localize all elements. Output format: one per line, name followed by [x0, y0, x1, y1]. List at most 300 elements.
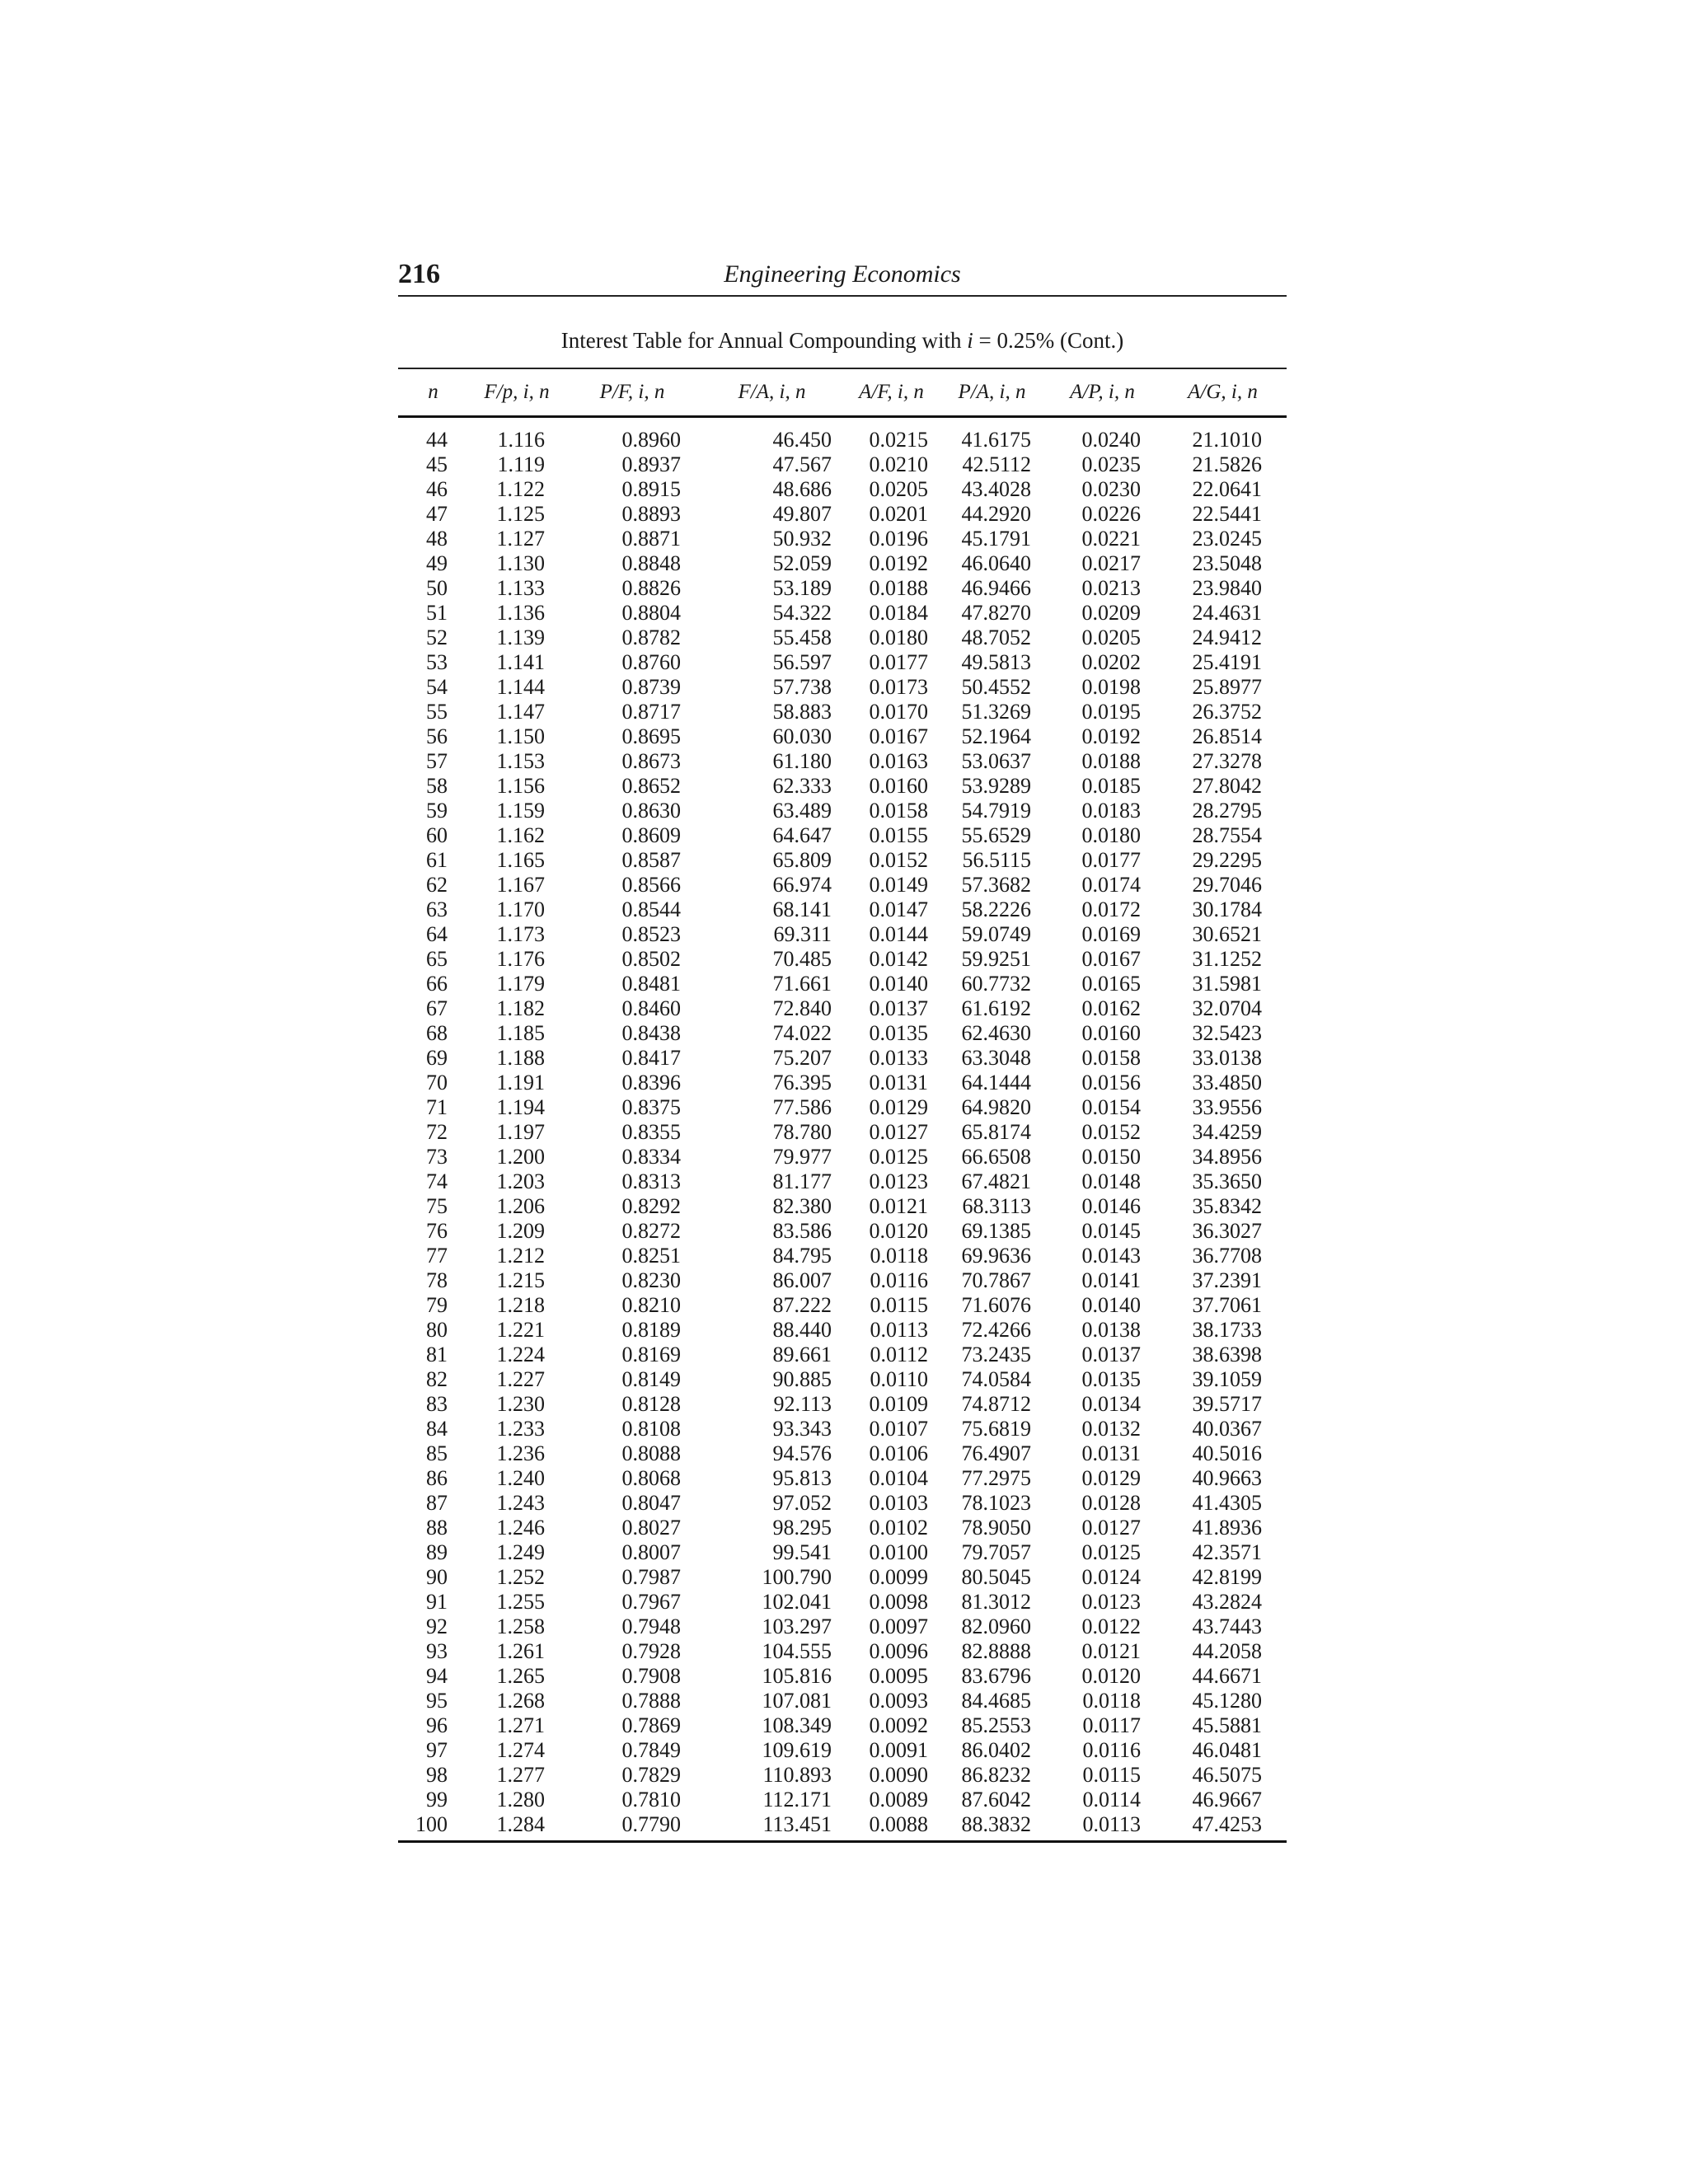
cell-fa: 77.586	[772, 1094, 832, 1119]
cell-af: 0.0155	[869, 823, 928, 847]
cell-ag: 37.2391	[1192, 1268, 1262, 1292]
table-row	[398, 650, 1287, 675]
cell-n: 73	[426, 1144, 448, 1169]
table-row	[398, 1071, 1287, 1095]
cell-fp: 1.258	[496, 1614, 545, 1638]
cell-ap: 0.0123	[1081, 1589, 1141, 1614]
cell-ap: 0.0150	[1081, 1144, 1141, 1169]
cell-pf: 0.8272	[621, 1218, 681, 1243]
cell-fa: 104.555	[762, 1638, 832, 1663]
cell-ap: 0.0202	[1081, 649, 1141, 674]
cell-fp: 1.133	[496, 575, 545, 600]
table-row	[398, 1169, 1287, 1194]
cell-pa: 82.0960	[961, 1614, 1031, 1638]
cell-n: 78	[426, 1268, 448, 1292]
cell-af: 0.0205	[869, 476, 928, 501]
cell-n: 67	[426, 996, 448, 1020]
cell-pa: 87.6042	[961, 1787, 1031, 1811]
cell-fp: 1.277	[496, 1762, 545, 1787]
cell-af: 0.0102	[869, 1515, 928, 1540]
cell-pf: 0.8396	[621, 1070, 681, 1094]
cell-ap: 0.0134	[1081, 1391, 1141, 1416]
cell-ap: 0.0195	[1081, 699, 1141, 724]
cell-n: 51	[426, 600, 448, 625]
cell-fa: 76.395	[772, 1070, 832, 1094]
cell-fa: 97.052	[772, 1490, 832, 1515]
table-row	[398, 551, 1287, 576]
cell-pa: 78.9050	[961, 1515, 1031, 1540]
cell-pf: 0.7888	[621, 1688, 681, 1713]
cell-n: 64	[426, 921, 448, 946]
cell-af: 0.0201	[869, 501, 928, 526]
cell-pa: 71.6076	[961, 1292, 1031, 1317]
cell-fp: 1.182	[496, 996, 545, 1020]
cell-fp: 1.212	[496, 1243, 545, 1268]
cell-pa: 44.2920	[961, 501, 1031, 526]
running-title: Engineering Economics	[724, 260, 961, 288]
cell-fp: 1.173	[496, 921, 545, 946]
cell-ag: 30.6521	[1192, 921, 1262, 946]
cell-pf: 0.8313	[621, 1169, 681, 1193]
cell-fa: 47.567	[772, 452, 832, 476]
cell-af: 0.0100	[869, 1540, 928, 1564]
cell-pf: 0.8871	[621, 526, 681, 551]
cell-pa: 69.1385	[961, 1218, 1031, 1243]
cell-n: 96	[426, 1713, 448, 1737]
cell-ag: 29.7046	[1192, 872, 1262, 897]
cell-n: 88	[426, 1515, 448, 1540]
cell-af: 0.0092	[869, 1713, 928, 1737]
cell-pf: 0.8695	[621, 724, 681, 748]
cell-n: 55	[426, 699, 448, 724]
cell-af: 0.0093	[869, 1688, 928, 1713]
cell-fa: 48.686	[772, 476, 832, 501]
table-row	[398, 1417, 1287, 1441]
cell-pa: 65.8174	[961, 1119, 1031, 1144]
cell-fp: 1.179	[496, 971, 545, 996]
table-body	[398, 416, 1287, 1841]
cell-fp: 1.268	[496, 1688, 545, 1713]
cell-pf: 0.8088	[621, 1441, 681, 1465]
page-number: 216	[398, 259, 440, 289]
cell-pf: 0.8481	[621, 971, 681, 996]
cell-af: 0.0120	[869, 1218, 928, 1243]
cell-fp: 1.144	[496, 674, 545, 699]
cell-af: 0.0163	[869, 748, 928, 773]
cell-n: 45	[426, 452, 448, 476]
cell-ag: 23.0245	[1192, 526, 1262, 551]
cell-pa: 85.2553	[961, 1713, 1031, 1737]
table-row	[398, 502, 1287, 527]
cell-fa: 46.450	[772, 427, 832, 452]
cell-ag: 39.5717	[1192, 1391, 1262, 1416]
cell-fa: 92.113	[773, 1391, 832, 1416]
cell-fp: 1.200	[496, 1144, 545, 1169]
cell-pa: 80.5045	[961, 1564, 1031, 1589]
cell-pf: 0.8027	[621, 1515, 681, 1540]
table-row	[398, 601, 1287, 626]
cell-n: 71	[426, 1094, 448, 1119]
cell-pf: 0.8566	[621, 872, 681, 897]
cell-n: 87	[426, 1490, 448, 1515]
cell-n: 80	[426, 1317, 448, 1342]
cell-fp: 1.147	[496, 699, 545, 724]
cell-fp: 1.125	[496, 501, 545, 526]
cell-ag: 44.6671	[1192, 1663, 1262, 1688]
cell-fp: 1.116	[497, 427, 545, 452]
cell-af: 0.0116	[870, 1268, 928, 1292]
cell-n: 77	[426, 1243, 448, 1268]
cell-fp: 1.203	[496, 1169, 545, 1193]
cell-pf: 0.8804	[621, 600, 681, 625]
cell-af: 0.0188	[869, 575, 928, 600]
cell-ap: 0.0116	[1082, 1737, 1141, 1762]
cell-pa: 58.2226	[961, 897, 1031, 921]
cell-fa: 54.322	[772, 600, 832, 625]
table-row	[398, 1219, 1287, 1244]
cell-n: 53	[426, 649, 448, 674]
cell-pf: 0.7849	[621, 1737, 681, 1762]
cell-ag: 23.9840	[1192, 575, 1262, 600]
column-header-pa: P/A, i, n	[958, 380, 1026, 403]
cell-pa: 86.0402	[961, 1737, 1031, 1762]
cell-n: 68	[426, 1020, 448, 1045]
cell-fa: 103.297	[762, 1614, 832, 1638]
cell-fa: 70.485	[772, 946, 832, 971]
cell-pa: 43.4028	[961, 476, 1031, 501]
table-row	[398, 416, 1287, 452]
table-row	[398, 749, 1287, 774]
cell-af: 0.0097	[869, 1614, 928, 1638]
cell-fp: 1.165	[496, 847, 545, 872]
cell-ag: 34.8956	[1192, 1144, 1262, 1169]
cell-fa: 69.311	[773, 921, 832, 946]
cell-pa: 60.7732	[961, 971, 1031, 996]
table-row	[398, 774, 1287, 799]
table-row	[398, 1763, 1287, 1788]
cell-ap: 0.0217	[1081, 551, 1141, 575]
cell-af: 0.0131	[869, 1070, 928, 1094]
cell-fa: 108.349	[762, 1713, 832, 1737]
cell-fa: 105.816	[762, 1663, 832, 1688]
cell-n: 69	[426, 1045, 448, 1070]
cell-ap: 0.0118	[1082, 1688, 1141, 1713]
cell-pa: 70.7867	[961, 1268, 1031, 1292]
cell-pf: 0.8108	[621, 1416, 681, 1441]
cell-pf: 0.8128	[621, 1391, 681, 1416]
table-row	[398, 477, 1287, 502]
cell-pa: 46.0640	[961, 551, 1031, 575]
cell-ap: 0.0128	[1081, 1490, 1141, 1515]
cell-fp: 1.261	[496, 1638, 545, 1663]
column-header-ap: A/P, i, n	[1070, 380, 1135, 403]
cell-af: 0.0121	[869, 1193, 928, 1218]
cell-ap: 0.0192	[1081, 724, 1141, 748]
cell-pa: 61.6192	[961, 996, 1031, 1020]
cell-fp: 1.153	[496, 748, 545, 773]
table-row	[398, 1046, 1287, 1071]
cell-n: 59	[426, 798, 448, 823]
table-row	[398, 1120, 1287, 1145]
cell-pa: 75.6819	[961, 1416, 1031, 1441]
cell-af: 0.0123	[869, 1169, 928, 1193]
table-row	[398, 1095, 1287, 1120]
cell-pa: 59.9251	[961, 946, 1031, 971]
table-row	[398, 1194, 1287, 1219]
cell-fa: 110.893	[762, 1762, 832, 1787]
cell-af: 0.0210	[869, 452, 928, 476]
cell-pa: 82.8888	[961, 1638, 1031, 1663]
cell-fa: 60.030	[772, 724, 832, 748]
cell-pa: 54.7919	[961, 798, 1031, 823]
cell-ap: 0.0209	[1081, 600, 1141, 625]
column-header-af: A/F, i, n	[859, 380, 924, 403]
cell-fp: 1.209	[496, 1218, 545, 1243]
cell-ag: 38.1733	[1192, 1317, 1262, 1342]
cell-pa: 46.9466	[961, 575, 1031, 600]
cell-n: 76	[426, 1218, 448, 1243]
cell-ap: 0.0115	[1082, 1762, 1141, 1787]
cell-fa: 56.597	[772, 649, 832, 674]
cell-ag: 45.5881	[1192, 1713, 1262, 1737]
table-row	[398, 823, 1287, 848]
cell-ap: 0.0140	[1081, 1292, 1141, 1317]
cell-ap: 0.0213	[1081, 575, 1141, 600]
cell-pf: 0.8068	[621, 1465, 681, 1490]
cell-ap: 0.0138	[1081, 1317, 1141, 1342]
cell-n: 84	[426, 1416, 448, 1441]
cell-pa: 47.8270	[961, 600, 1031, 625]
cell-fp: 1.188	[496, 1045, 545, 1070]
cell-fp: 1.252	[496, 1564, 545, 1589]
cell-n: 90	[426, 1564, 448, 1589]
cell-n: 58	[426, 773, 448, 798]
cell-af: 0.0110	[870, 1366, 928, 1391]
cell-af: 0.0099	[869, 1564, 928, 1589]
cell-n: 100	[415, 1811, 448, 1836]
cell-af: 0.0096	[869, 1638, 928, 1663]
cell-pf: 0.7967	[621, 1589, 681, 1614]
cell-af: 0.0142	[869, 946, 928, 971]
cell-ap: 0.0174	[1081, 872, 1141, 897]
cell-pa: 53.0637	[961, 748, 1031, 773]
cell-ag: 21.1010	[1192, 427, 1262, 452]
cell-af: 0.0098	[869, 1589, 928, 1614]
cell-pf: 0.8937	[621, 452, 681, 476]
cell-ag: 30.1784	[1192, 897, 1262, 921]
cell-n: 91	[426, 1589, 448, 1614]
cell-fp: 1.255	[496, 1589, 545, 1614]
cell-af: 0.0103	[869, 1490, 928, 1515]
cell-ap: 0.0141	[1081, 1268, 1141, 1292]
cell-ag: 42.8199	[1192, 1564, 1262, 1589]
table-row	[398, 675, 1287, 700]
cell-ag: 26.8514	[1192, 724, 1262, 748]
cell-ag: 41.4305	[1192, 1490, 1262, 1515]
cell-pf: 0.7790	[621, 1811, 681, 1836]
cell-pa: 62.4630	[961, 1020, 1031, 1045]
cell-fa: 81.177	[772, 1169, 832, 1193]
cell-fp: 1.246	[496, 1515, 545, 1540]
cell-pa: 56.5115	[962, 847, 1031, 872]
cell-af: 0.0147	[869, 897, 928, 921]
cell-pf: 0.8375	[621, 1094, 681, 1119]
cell-af: 0.0149	[869, 872, 928, 897]
table-row	[398, 1639, 1287, 1664]
cell-pf: 0.8502	[621, 946, 681, 971]
cell-fp: 1.227	[496, 1366, 545, 1391]
cell-ag: 42.3571	[1192, 1540, 1262, 1564]
cell-ag: 46.5075	[1192, 1762, 1262, 1787]
cell-fp: 1.236	[496, 1441, 545, 1465]
cell-pa: 63.3048	[961, 1045, 1031, 1070]
cell-n: 74	[426, 1169, 448, 1193]
column-header-ag: A/G, i, n	[1188, 380, 1258, 403]
table-row	[398, 452, 1287, 477]
cell-ag: 34.4259	[1192, 1119, 1262, 1144]
cell-fp: 1.159	[496, 798, 545, 823]
cell-n: 49	[426, 551, 448, 575]
cell-pa: 59.0749	[961, 921, 1031, 946]
cell-ag: 43.2824	[1192, 1589, 1262, 1614]
cell-ag: 33.9556	[1192, 1094, 1262, 1119]
cell-fa: 89.661	[772, 1342, 832, 1366]
cell-af: 0.0129	[869, 1094, 928, 1119]
cell-pa: 77.2975	[961, 1465, 1031, 1490]
cell-pf: 0.7829	[621, 1762, 681, 1787]
cell-n: 97	[426, 1737, 448, 1762]
table-row	[398, 1516, 1287, 1540]
cell-pa: 64.9820	[961, 1094, 1031, 1119]
cell-fa: 72.840	[772, 996, 832, 1020]
cell-af: 0.0109	[869, 1391, 928, 1416]
cell-fa: 95.813	[772, 1465, 832, 1490]
cell-af: 0.0118	[870, 1243, 928, 1268]
cell-af: 0.0106	[869, 1441, 928, 1465]
cell-fa: 50.932	[772, 526, 832, 551]
cell-n: 72	[426, 1119, 448, 1144]
cell-ap: 0.0172	[1081, 897, 1141, 921]
cell-ag: 36.3027	[1192, 1218, 1262, 1243]
cell-pf: 0.8149	[621, 1366, 681, 1391]
cell-ag: 22.0641	[1192, 476, 1262, 501]
cell-fp: 1.127	[496, 526, 545, 551]
cell-pa: 42.5112	[962, 452, 1031, 476]
cell-ag: 27.8042	[1192, 773, 1262, 798]
cell-pa: 66.6508	[961, 1144, 1031, 1169]
cell-fa: 52.059	[772, 551, 832, 575]
cell-pf: 0.8047	[621, 1490, 681, 1515]
cell-pf: 0.8169	[621, 1342, 681, 1366]
table-row	[398, 1738, 1287, 1763]
cell-pf: 0.8438	[621, 1020, 681, 1045]
cell-ap: 0.0185	[1081, 773, 1141, 798]
cell-pf: 0.8007	[621, 1540, 681, 1564]
cell-ag: 24.9412	[1192, 625, 1262, 649]
cell-ag: 25.8977	[1192, 674, 1262, 699]
cell-ap: 0.0180	[1081, 823, 1141, 847]
cell-af: 0.0215	[869, 427, 928, 452]
cell-ap: 0.0127	[1081, 1515, 1141, 1540]
cell-fa: 88.440	[772, 1317, 832, 1342]
cell-ap: 0.0205	[1081, 625, 1141, 649]
cell-af: 0.0135	[869, 1020, 928, 1045]
cell-pf: 0.7908	[621, 1663, 681, 1688]
table-row	[398, 1293, 1287, 1318]
cell-fp: 1.119	[497, 452, 545, 476]
cell-fa: 66.974	[772, 872, 832, 897]
cell-ag: 28.2795	[1192, 798, 1262, 823]
cell-ap: 0.0145	[1081, 1218, 1141, 1243]
cell-ap: 0.0120	[1081, 1663, 1141, 1688]
cell-pf: 0.7987	[621, 1564, 681, 1589]
cell-ag: 47.4253	[1192, 1811, 1262, 1836]
table-row	[398, 1343, 1287, 1367]
cell-pf: 0.7869	[621, 1713, 681, 1737]
cell-n: 99	[426, 1787, 448, 1811]
cell-pf: 0.8739	[621, 674, 681, 699]
cell-fp: 1.224	[496, 1342, 545, 1366]
page-header	[398, 254, 1287, 297]
cell-n: 92	[426, 1614, 448, 1638]
cell-af: 0.0144	[869, 921, 928, 946]
cell-fp: 1.167	[496, 872, 545, 897]
cell-fp: 1.162	[496, 823, 545, 847]
cell-fp: 1.170	[496, 897, 545, 921]
cell-fp: 1.249	[496, 1540, 545, 1564]
cell-pf: 0.7810	[621, 1787, 681, 1811]
table-row	[398, 922, 1287, 947]
cell-ap: 0.0122	[1081, 1614, 1141, 1638]
cell-pf: 0.8717	[621, 699, 681, 724]
cell-af: 0.0173	[869, 674, 928, 699]
cell-pa: 79.7057	[961, 1540, 1031, 1564]
cell-pa: 50.4552	[961, 674, 1031, 699]
cell-fa: 109.619	[762, 1737, 832, 1762]
cell-fp: 1.230	[496, 1391, 545, 1416]
cell-fp: 1.280	[496, 1787, 545, 1811]
cell-fa: 74.022	[772, 1020, 832, 1045]
cell-af: 0.0091	[869, 1737, 928, 1762]
table-row	[398, 873, 1287, 898]
cell-fa: 78.780	[772, 1119, 832, 1144]
cell-af: 0.0152	[869, 847, 928, 872]
cell-af: 0.0196	[869, 526, 928, 551]
table-row	[398, 724, 1287, 749]
cell-ag: 31.5981	[1192, 971, 1262, 996]
cell-n: 85	[426, 1441, 448, 1465]
table-row	[398, 898, 1287, 922]
cell-pa: 48.7052	[961, 625, 1031, 649]
cell-pf: 0.8630	[621, 798, 681, 823]
cell-pf: 0.8334	[621, 1144, 681, 1169]
cell-ap: 0.0165	[1081, 971, 1141, 996]
cell-fa: 113.451	[762, 1811, 832, 1836]
cell-fa: 99.541	[772, 1540, 832, 1564]
cell-ap: 0.0177	[1081, 847, 1141, 872]
cell-pa: 81.3012	[961, 1589, 1031, 1614]
cell-fp: 1.197	[496, 1119, 545, 1144]
cell-n: 94	[426, 1663, 448, 1688]
cell-n: 52	[426, 625, 448, 649]
table-row	[398, 1590, 1287, 1615]
table-row	[398, 1466, 1287, 1491]
cell-pa: 74.8712	[961, 1391, 1031, 1416]
cell-ag: 32.5423	[1192, 1020, 1262, 1045]
cell-ap: 0.0156	[1081, 1070, 1141, 1094]
cell-fp: 1.150	[496, 724, 545, 748]
cell-n: 63	[426, 897, 448, 921]
